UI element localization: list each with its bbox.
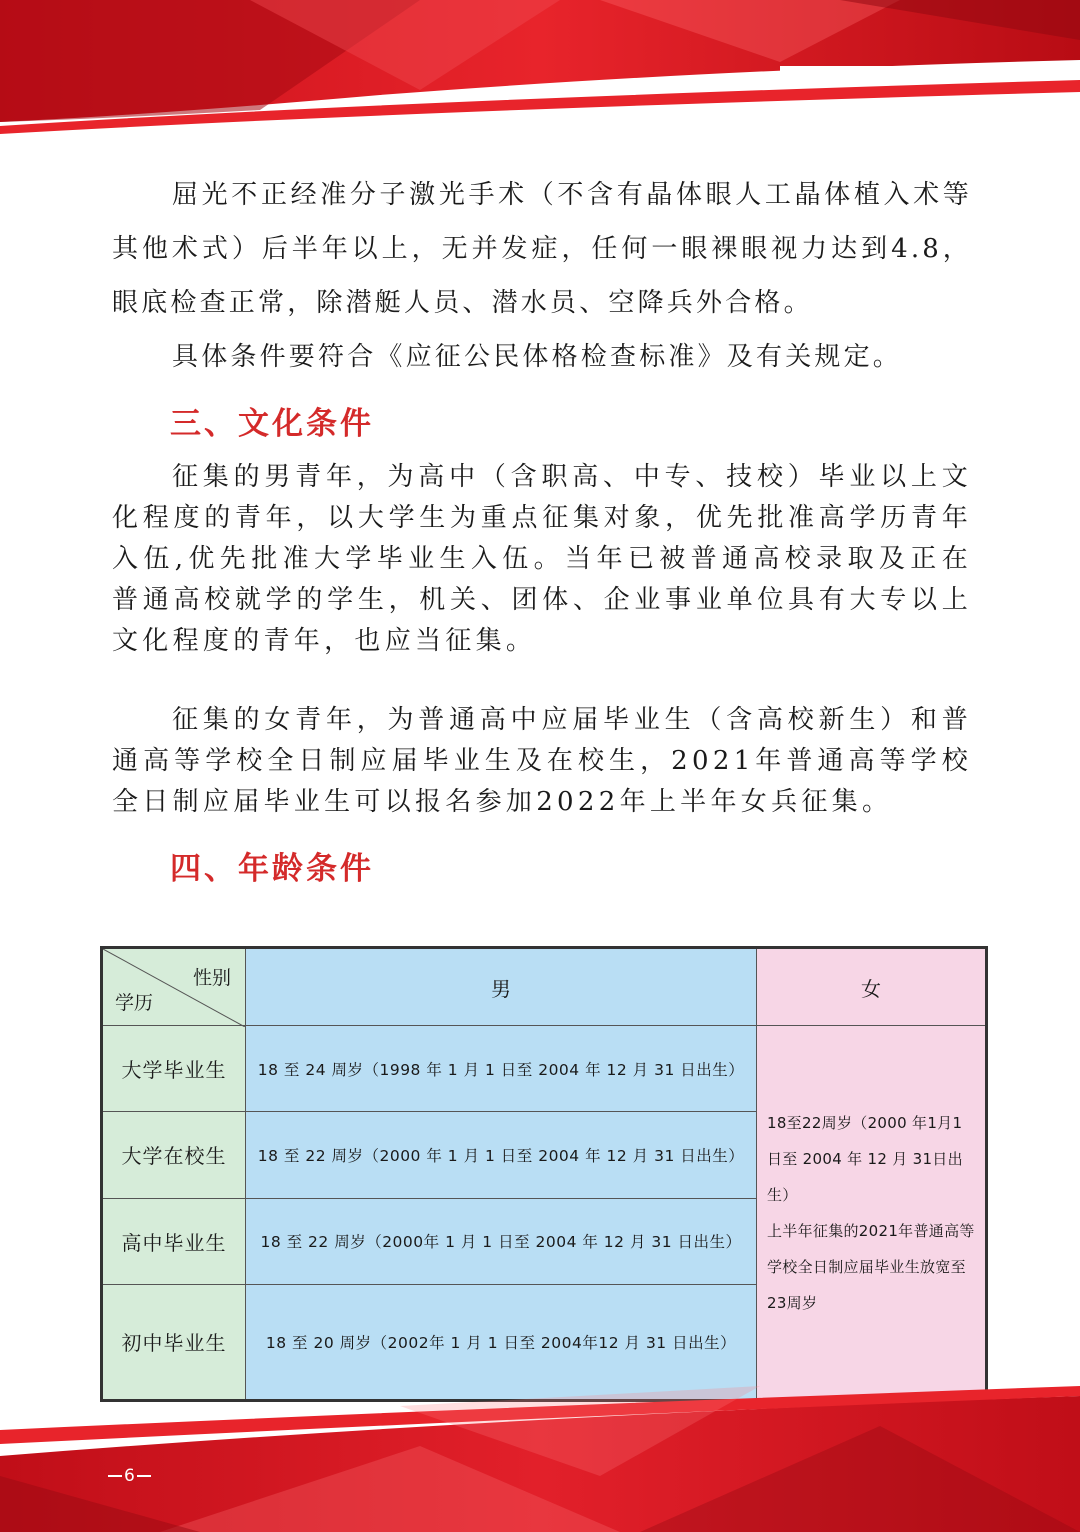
female-age-range: 18至22周岁（2000 年1月1日至 2004 年 12 月 31日出生） [767,1113,963,1204]
female-age-cell [757,1026,987,1401]
table-header-row [102,948,987,1026]
education-cell: 初中毕业生 [102,1284,246,1400]
standard-paragraph: 具体条件要符合《应征公民体格检查标准》及有关规定。 [172,342,903,372]
top-banner-decoration [0,0,1080,135]
male-age-cell: 18 至 22 周岁（2000 年 1 月 1 日至 2004 年 12 月 31 日出生） [246,1112,757,1198]
bottom-banner-decoration [0,1386,1080,1532]
table-row [102,1026,987,1112]
male-column-header: 男 [246,948,757,1026]
male-age-cell: 18 至 24 周岁（1998 年 1 月 1 日至 2004 年 12 月 31 日出生） [246,1026,757,1112]
page-number-dash-left [108,1475,122,1477]
page-number [108,1466,151,1486]
page-number-text: 6 [124,1466,135,1486]
male-age-cell: 18 至 20 周岁（2002年 1 月 1 日至 2004年12 月 31 日出生） [246,1284,757,1400]
education-cell: 大学毕业生 [102,1026,246,1112]
age-heading: 四、年龄条件 [170,851,374,887]
page-number-dash-right [137,1475,151,1477]
vision-paragraph: 屈光不正经准分子激光手术（不含有晶体眼人工晶体植入术等其他术式）后半年以上，无并发症，任何一眼裸眼视力达到4.8，眼底检查正常，除潜艇人员、潜水员、空降兵外合格。 [112,180,972,318]
culture-female-paragraph: 征集的女青年，为普通高中应届毕业生（含高校新生）和普通高等学校全日制应届毕业生及在校生，2021年普通高等学校全日制应届毕业生可以报名参加2022年上半年女兵征集。 [112,705,972,817]
culture-heading: 三、文化条件 [170,406,374,442]
education-cell: 高中毕业生 [102,1198,246,1284]
culture-male-paragraph: 征集的男青年，为高中（含职高、中专、技校）毕业以上文化程度的青年，以大学生为重点征集对象，优先批准高学历青年入伍,优先批准大学毕业生入伍。当年已被普通高校录取及正在普通高校就学的学生，机关、团体、企业事业单位具有大专以上文化程度的青年，也应当征集。 [112,462,972,656]
female-age-note: 上半年征集的2021年普通高等学校全日制应届毕业生放宽至23周岁 [767,1221,975,1312]
education-cell: 大学在校生 [102,1112,246,1198]
age-conditions-table [100,946,988,1402]
main-content [112,168,972,888]
corner-gender-label: 性别 [192,967,231,989]
corner-cell [102,948,246,1026]
female-column-header: 女 [757,948,987,1026]
male-age-cell: 18 至 22 周岁（2000年 1 月 1 日至 2004 年 12 月 31 日出生） [246,1198,757,1284]
corner-education-label: 学历 [115,992,154,1015]
